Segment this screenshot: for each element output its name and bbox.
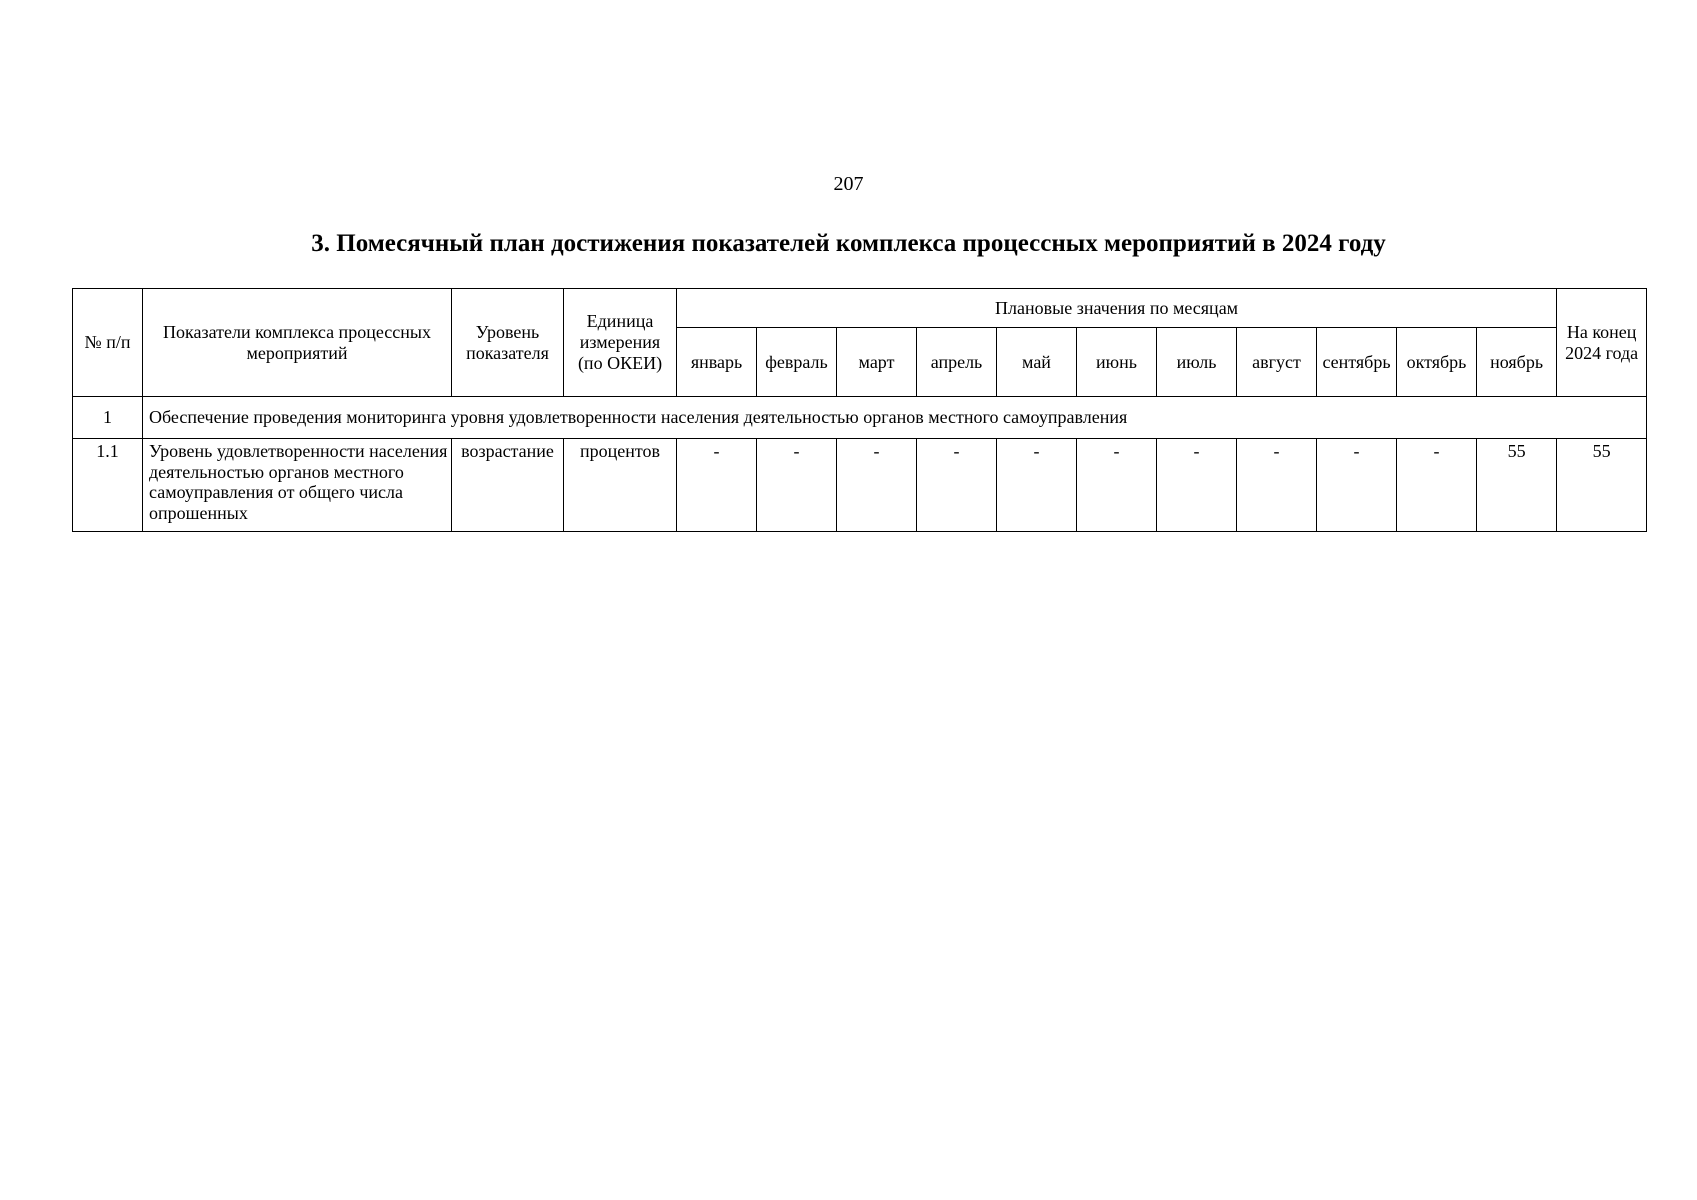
row-value-end-of-year: 55	[1557, 439, 1647, 532]
header-num: № п/п	[73, 289, 143, 397]
row-value-month: -	[1317, 439, 1397, 532]
row-value-month: -	[757, 439, 837, 532]
header-month: ноябрь	[1477, 328, 1557, 397]
row-level: возрастание	[452, 439, 564, 532]
section-title: Обеспечение проведения мониторинга уровня удовлетворенности населения деятельностью органов местного самоуправления	[143, 397, 1647, 439]
row-value-month: -	[837, 439, 917, 532]
row-value-month: -	[677, 439, 757, 532]
header-month: май	[997, 328, 1077, 397]
row-value-month: -	[917, 439, 997, 532]
header-level: Уровень показателя	[452, 289, 564, 397]
header-indicator: Показатели комплекса процессных мероприятий	[143, 289, 452, 397]
header-month: март	[837, 328, 917, 397]
header-planned: Плановые значения по месяцам	[677, 289, 1557, 328]
monthly-plan-table	[72, 288, 1647, 532]
header-end-of-year: На конец 2024 года	[1557, 289, 1647, 397]
header-month: июнь	[1077, 328, 1157, 397]
header-month: январь	[677, 328, 757, 397]
row-unit: процентов	[564, 439, 677, 532]
header-month: октябрь	[1397, 328, 1477, 397]
row-value-month: -	[997, 439, 1077, 532]
row-indicator: Уровень удовлетворенности населения деятельностью органов местного самоуправления от общего числа опрошенных	[143, 439, 452, 532]
row-value-month: -	[1397, 439, 1477, 532]
row-value-month: 55	[1477, 439, 1557, 532]
header-month: сентябрь	[1317, 328, 1397, 397]
row-value-month: -	[1077, 439, 1157, 532]
row-value-month: -	[1157, 439, 1237, 532]
header-month: апрель	[917, 328, 997, 397]
header-row	[73, 289, 1647, 328]
row-value-month: -	[1237, 439, 1317, 532]
header-month: февраль	[757, 328, 837, 397]
page-title: 3. Помесячный план достижения показателей комплекса процессных мероприятий в 2024 году	[311, 230, 1386, 257]
row-num: 1.1	[73, 439, 143, 532]
table-row	[73, 439, 1647, 532]
header-month: июль	[1157, 328, 1237, 397]
header-unit: Единица измерения (по ОКЕИ)	[564, 289, 677, 397]
section-row	[73, 397, 1647, 439]
section-num: 1	[73, 397, 143, 439]
page-number: 207	[833, 173, 864, 195]
header-month: август	[1237, 328, 1317, 397]
